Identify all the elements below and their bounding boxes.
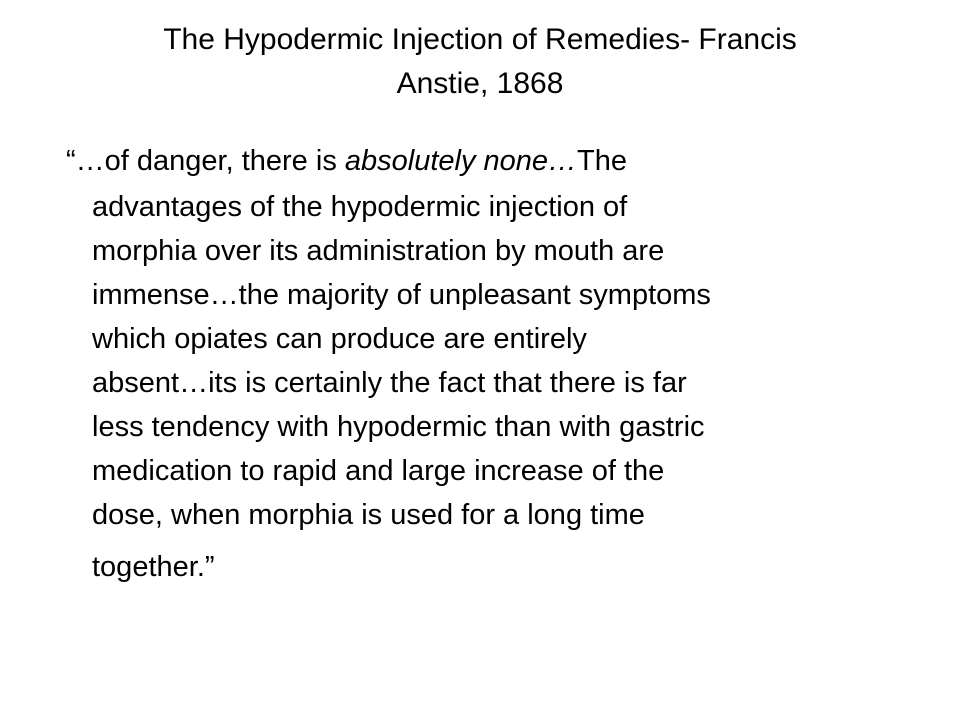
slide-title: [60, 18, 900, 106]
quote-body: [66, 139, 926, 589]
title-line-2: Anstie, 1868: [396, 67, 564, 100]
quote-line-8: medication to rapid and large increase of the: [92, 455, 665, 487]
quote-line-1-open: “…of danger, there is: [66, 145, 345, 177]
title-line-1: The Hypodermic Injection of Remedies- Francis: [163, 23, 797, 56]
quote-line-7: less tendency with hypodermic than with gastric: [92, 411, 705, 443]
quote-line-1: [66, 139, 926, 185]
quote-emphasis: absolutely none…: [344, 145, 578, 177]
quote-line-10: together.”: [92, 551, 215, 583]
quote-line-4: immense…the majority of unpleasant symptoms: [92, 279, 711, 311]
quote-line-6: absent…its is certainly the fact that there is far: [92, 367, 687, 399]
quote-line-3: morphia over its administration by mouth are: [92, 235, 665, 267]
quote-line-2: advantages of the hypodermic injection of: [92, 191, 628, 223]
quote-line-9: dose, when morphia is used for a long time: [92, 499, 645, 531]
quote-line-5: which opiates can produce are entirely: [92, 323, 587, 355]
quote-line-1-rest: The: [577, 145, 628, 177]
